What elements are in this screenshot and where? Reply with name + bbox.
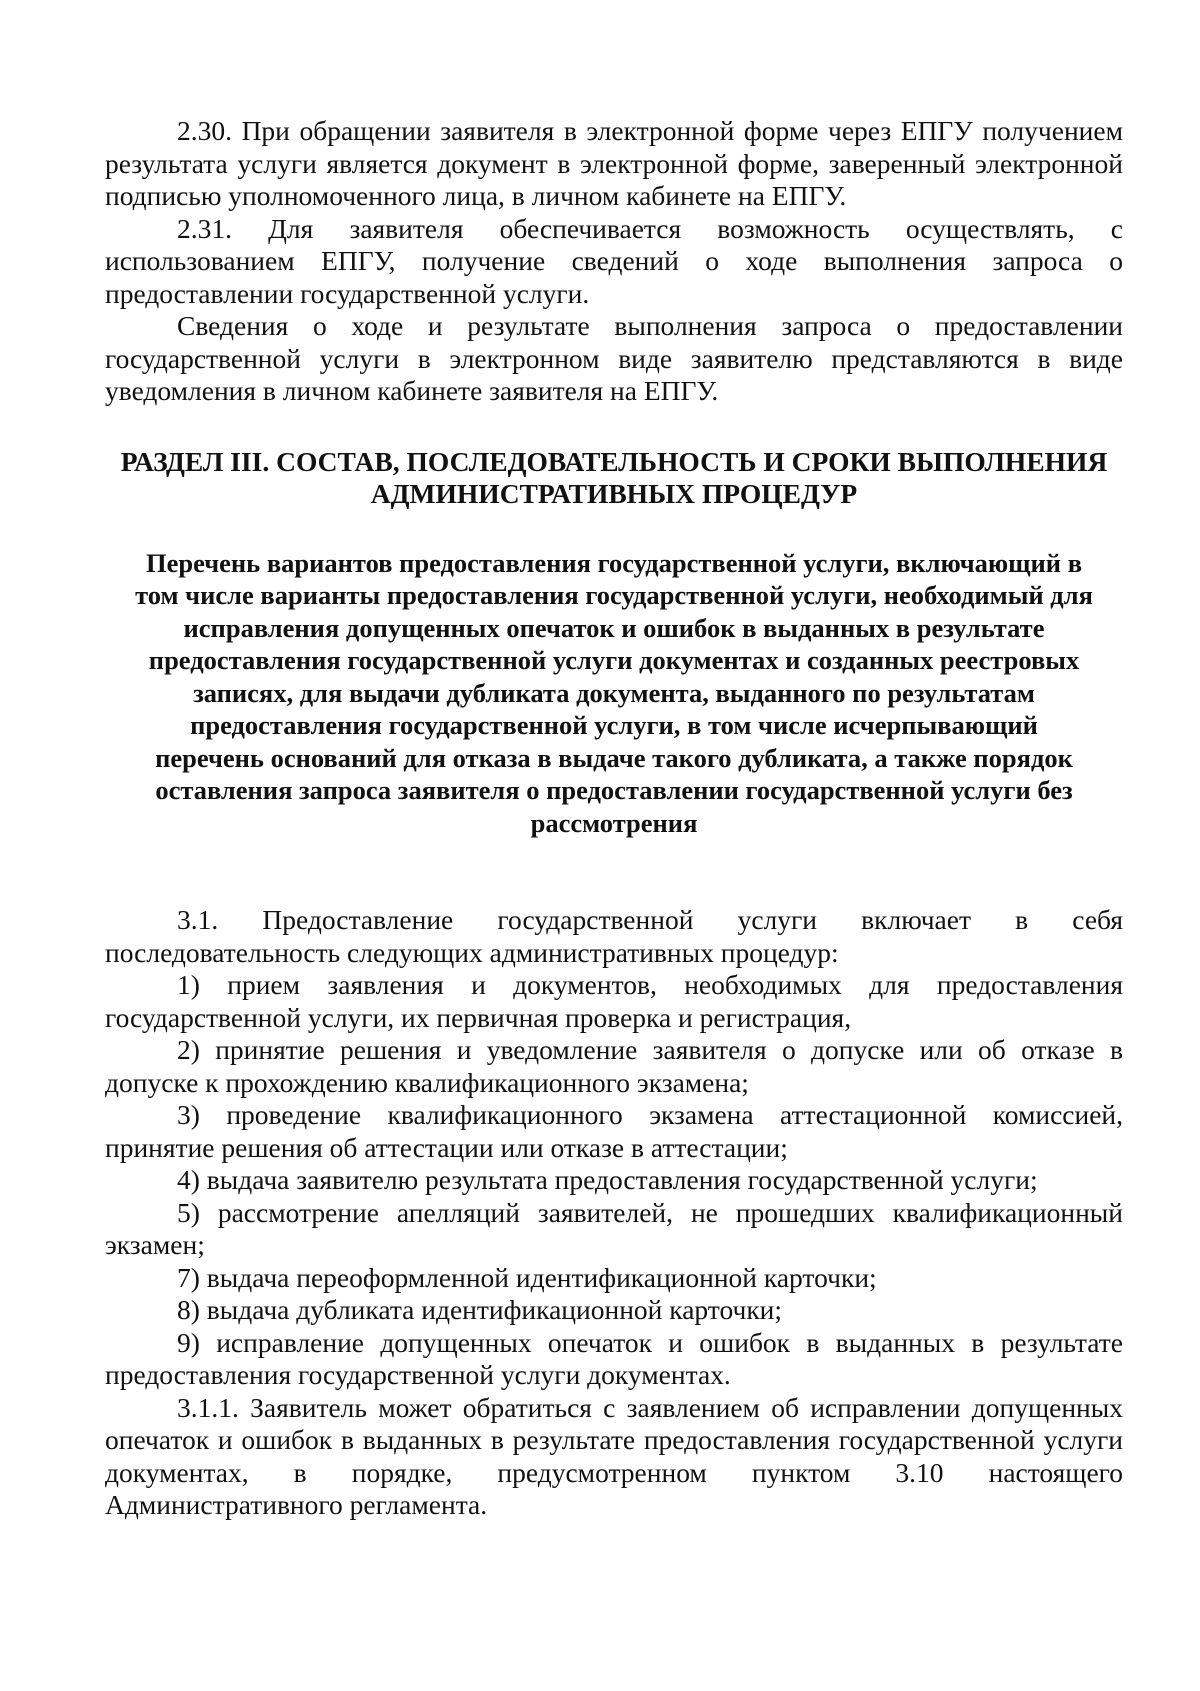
subsection-heading-line: исправления допущенных опечаток и ошибок в выданных в результате [183,612,1045,643]
subsection-heading-line: рассмотрения [530,807,698,838]
list-item-3: 3) проведение квалификационного экзамена аттестационной комиссией, принятие решения об аттестации или отказе в аттестации; [105,1099,1123,1163]
paragraph-3-1-1: 3.1.1. Заявитель может обратиться с заявлением об исправлении допущенных опечаток и ошибок в выданных в результате предоставления государственной услуги документах, в порядке, предусмотренном пунктом 3.10 настоящего Административного регламента. [105,1391,1123,1520]
paragraph-info-status: Сведения о ходе и результате выполнения запроса о предоставлении государственной услуги в электронном виде заявителю представляются в виде уведомления в личном кабинете заявителя на ЕПГУ. [105,310,1123,406]
paragraph-2-30: 2.30. При обращении заявителя в электронной форме через ЕПГУ получением результата услуги является документ в электронной форме, заверенный электронной подписью уполномоченного лица, в личном кабинете на ЕПГУ. [105,115,1123,211]
section-heading-line: РАЗДЕЛ III. СОСТАВ, ПОСЛЕДОВАТЕЛЬНОСТЬ И СРОКИ ВЫПОЛНЕНИЯ [120,445,1108,477]
subsection-heading-line: записях, для выдачи дубликата документа, выданного по результатам [193,677,1035,708]
list-item-7: 7) выдача переоформленной идентификационной карточки; [177,1261,877,1293]
list-item-5: 5) рассмотрение апелляций заявителей, не прошедших квалификационный экзамен; [105,1196,1123,1260]
subsection-heading-line: предоставления государственной услуги документах и созданных реестровых [148,645,1080,675]
list-item-1: 1) прием заявления и документов, необходимых для предоставления государственной услуги, их первичная проверка и регистрация, [105,969,1123,1033]
subsection-heading-line: Перечень вариантов предоставления государственной услуги, включающий в [145,547,1082,578]
subsection-heading-line: том числе варианты предоставления государственной услуги, необходимый для [135,580,1093,610]
list-item-2: 2) принятие решения и уведомление заявителя о допуске или об отказе в допуске к прохождению квалификационного экзамена; [105,1034,1123,1098]
body-paragraphs [105,904,1123,1522]
list-item-8: 8) выдача дубликата идентификационной карточки; [177,1294,783,1325]
section-heading-line: АДМИНИСТРАТИВНЫХ ПРОЦЕДУР [370,477,858,509]
subsection-heading-line: перечень оснований для отказа в выдаче такого дубликата, а также порядок [155,742,1073,773]
top-paragraphs [105,115,1123,408]
paragraph-3-1: 3.1. Предоставление государственной услуги включает в себя последовательность следующих административных процедур: [105,904,1123,968]
subsection-heading-line: предоставления государственной услуги, в том числе исчерпывающий [190,710,1038,740]
list-item-9: 9) исправление допущенных опечаток и ошибок в выданных в результате предоставления государственной услуги документах. [105,1326,1123,1390]
subsection-heading [105,547,1123,840]
document-content [105,115,1123,1522]
paragraph-2-31: 2.31. Для заявителя обеспечивается возможность осуществлять, с использованием ЕПГУ, получение сведений о ходе выполнения запроса о предоставлении государственной услуги. [105,212,1123,309]
subsection-heading-line: оставления запроса заявителя о предоставлении государственной услуги без [155,775,1073,805]
section-heading [105,446,1123,510]
list-item-4: 4) выдача заявителю результата предоставления государственной услуги; [177,1164,1038,1195]
